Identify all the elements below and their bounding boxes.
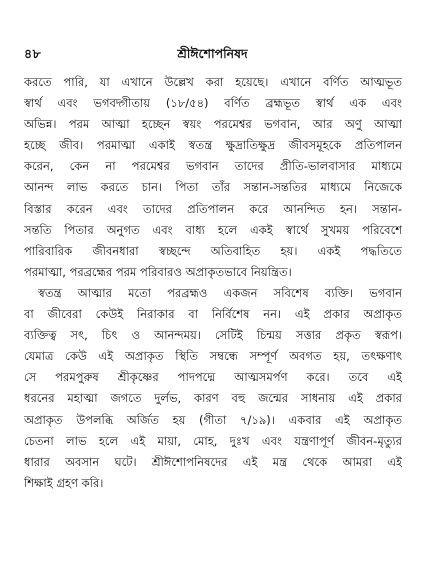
text-line: করেন, কেন না পরমেশ্বর ভগবান তাদের প্রীতি-ভালবাসার মাধ্যমে <box>24 159 402 174</box>
text-line: বিস্তার করেন এবং তাদের প্রতিপালন করে আনন্দিত হন। সন্তান- <box>24 201 402 216</box>
text-line: যেমাত্র কেউ এই অপ্রাকৃত স্থিতি সম্বন্ধে সম্পূর্ণ অবগত হয়, তৎক্ষণাৎ <box>24 349 402 364</box>
text-line: পরমাত্মা, পরব্রহ্মের পরম পরিবারও অপ্রাকৃতভাবে নিয়ন্ত্রিত। <box>24 264 292 279</box>
text-line: আনন্দ লাভ করতে চান। পিতা তাঁর সন্তান-সন্ততির মাধ্যমে নিজেকে <box>24 180 402 195</box>
text-line: পারিবারিক জীবনধারা স্বচ্ছন্দে অতিবাহিত হয়। একই পদ্ধতিতে <box>24 243 402 258</box>
running-title: শ্রীঈশোপনিষদ <box>177 46 248 61</box>
text-line: অভিন্ন। পরম আত্মা হচ্ছেন স্বয়ং পরমেশ্বর ভগবান, আর অণু আত্মা <box>24 117 402 132</box>
paragraph-2 <box>24 283 402 494</box>
text-line: ব্যক্তিত্ব সৎ, চিৎ ও আনন্দময়। সেটিই চিন্ময় সত্তার প্রকৃত স্বরূপ। <box>24 328 402 343</box>
text-line: ধারার অবসান ঘটে। শ্রীঈশোপনিষদের এই মন্ত্র থেকে আমরা এই <box>24 454 402 469</box>
text-line: শিক্ষাই গ্রহণ করি। <box>24 475 104 490</box>
text-line: স্বতন্ত্র আত্মার মতো পরব্রহ্মও একজন সবিশেষ ব্যক্তি। ভগবান <box>38 285 402 300</box>
text-line: অপ্রাকৃত উপলব্ধি অর্জিত হয় (গীতা ৭/১৯)। একবার এই অপ্রাকৃত <box>24 412 402 427</box>
text-line: হচ্ছে জীব। পরমাত্মা একাই স্বতন্ত্র ক্ষুদ্রাতিক্ষুদ্র জীবসমূহকে প্রতিপালন <box>24 138 402 153</box>
text-line: সে পরমপুরুষ শ্রীকৃষ্ণের পাদপদ্মে আত্মসমর্পণ করে। তবে এই <box>24 370 402 385</box>
text-line: স্বার্থ এবং ভগবদ্গীতায় (১৮/৫৪) বর্ণিত ব্রহ্মভূত স্বার্থ এক এবং <box>24 96 402 111</box>
text-line: চেতনা লাভ হলে এই মায়া, মোহ, দুঃখ এবং যন্ত্রণাপূর্ণ জীবন-মৃত্যুর <box>24 433 402 448</box>
text-line: ধরনের মহাত্মা জগতে দুর্লভ, কারণ বহু জন্মের সাধনায় এই প্রকার <box>24 391 402 406</box>
text-line: করতে পারি, যা এখানে উল্লেখ করা হয়েছে। এখানে বর্ণিত আত্মভূত <box>24 75 402 89</box>
body-text <box>24 72 402 494</box>
text-line: বা জীবেরা কেউই নিরাকার বা নির্বিশেষ নন। এই প্রকার অপ্রাকৃত <box>24 307 402 322</box>
paragraph-1 <box>24 72 402 283</box>
text-line: সন্ততি পিতার অনুগত এবং বাধ্য হলে একই স্বার্থে সুখময় পরিবেশে <box>24 222 402 237</box>
page-number: ৪৮ <box>24 46 42 61</box>
